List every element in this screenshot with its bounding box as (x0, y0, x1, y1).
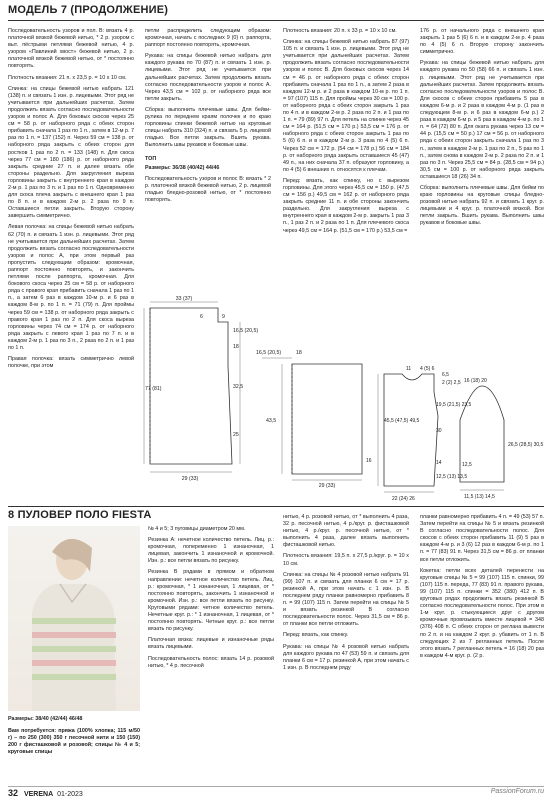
schema-label: 6,5 (442, 372, 449, 378)
paragraph: петли распределить следующим образом: кромочная, начать с последних 9 (0) п. раппорта, раппорт постоянно повторять, кромочная. (145, 28, 271, 49)
section2-column-1 (148, 526, 274, 670)
schema-label: 25 (233, 432, 239, 438)
paragraph: Рукава: на спицы бежевой нитью набрать для каждого рукава по 50 (58) 66 п. и связать 1 изн. р. лицевыми. Этот ряд не учитывается при дальнейших расчетах. Затем продолжить вязать согласно последовательности узоров и полос В. Для скосов с обеих сторон прибавить 5 раз в каждом 6-м р. и 2 раза в каждом 4-м р. (1 раз в следующем 8-м р. и 6 раз в каждом 6-м р.) 2 раза в каждом 6-м р. и 5 раз в каждом 4-м р. по 1 п. = 64 (72) 80 п. Для оката рукава через 13 см = 44 р. (15,5 см = 50 р.) 17 см = 56 р. от наборного ряда с обеих сторон закрыть сначала 1 раз по 3 п., затем в каждом 2-м р. 1 раз по 2 п., 5 раз по 1 п., затем снова в каждом 2-м р. 2 раза по 2 п. и 1 раз по 3 п. Через 25,5 см = 84 р. (28,5 см = 94 р.) 30,5 см = 100 р. от наборного ряда закрыть оставшиеся 18 (26) 34 п. (420, 60, 544, 180)
paragraph: Перед: вязать, как спинку, но с вырезом горловины. Для этого через 45,5 см = 150 р. (47,5 см = 156 р.) 49,5 см = 162 р. от наборного ряда закрыть средние 11 п. и обе стороны закончить раздельно. Для закругления выреза с внутреннего края в каждом 2-м р. закрыть 1 раз 3 п., 1 раз 2 п. и 2 раза по 1 п. Для плечевого скоса через 49,5 см = 164 р. (51,5 см = 170 р.) 53,5 см = (283, 177, 409, 234)
page-folio (8, 788, 83, 798)
section1-title-rule (8, 20, 544, 21)
paragraph: Левая полочка: на спицы бежевой нитью набрать 62 (70) п. и связать 1 изн. р. лицевыми. Этот ряд не учитывается при дальнейших расчетах. Затем продолжить вязать согласно последовательности узоров и полос А, при этом первый раз пропустить следующим образом: кромочная, раппорт постоянно повторять, и закончить петлями после раппорта, кромочная. Для бокового скоса через 25 см = 58 р. от наборного ряда с правого края прибавить сначала 1 раз по 1 п., а затем 6 раз в каждом 10-м р. и 6 раз в каждом 8-м р. по 1 п. = 71 (79) п. Для проймы через 59 см = 138 р. от наборного ряда закрыть с правого края 1 раз по 2 п. Для скоса выреза горловины через 74 см = 174 р. от наборного ряда закрыть с левого края 1 раз по 7 п. и в каждом 2-м р. 1 раз по 3 п., 2 раза по 2 п. и 1 раз по 1 п. (8, 224, 134, 352)
paragraph: Последовательность узоров и полос В: вязать * 2 р. платочной вязкой бежевой нитью, 2 р. лицевой гладью бледно-розовой нитью, от * постоянно повторять. (145, 175, 271, 203)
schema-label: 29 (33) (318, 483, 336, 489)
paragraph: Спинка: на спицы бежевой нитью набрать 87 (97) 105 п. и связать 1 изн. р. лицевыми. Этот ряд не учитывается при дальнейших расчетах. Затем продолжить вязать согласно последовательности узоров и полос В. Для боковых скосов через 14 см = 46 р. от наборного ряда с обеих сторон прибавить сначала 1 раз по 1 п., а затем 2 раза в каждом 12-м р. и 2 раза в каждом 10-м р. по 1 п. = 97 (107) 115 п. Для проймы через 30 см = 100 р. от наборного ряда с обеих сторон закрыть 1 раз по 4 п. и в каждом 2-м р. 2 раза по 2 п. и 1 раз по 1 п. = 79 (89) 97 п. Для петель на спинке через 45 см = 164 р. (51,5 см = 170 р.) 53,5 см = 176 р. от наборного ряда с обеих сторон закрыть 1 раз по 5 (6) 6 п. и в каждом 2-м р. 3 раза по 4 (5) 6 п. Через 52 см = 172 р. (54 см = 178 р.) 56 см = 184 р. от наборного ряда закрыть оставшиеся 45 (47) 49 п., на них сначала 37 п. образуют горловину, а по 4 (5) 6 внешних п. относятся к плечам. (283, 39, 409, 173)
pullover-illustration (8, 526, 140, 711)
paragraph: Плотность вязания: 19,5 п. х 27,5 р./круг. р. = 10 х 10 см. (283, 553, 409, 567)
schema-label: 33 (37) (175, 296, 193, 302)
footer-rule (8, 786, 544, 787)
paragraph: Плотность вязания: 20 п. х 33 р. = 10 х 10 см. (283, 28, 397, 34)
paragraph: Резинка В рядами в прямом и обратном направлении: нечетное количество петель. Лиц. р.: кромочная, * 1 изнаночная, 1 лицевая, от * постоянно повторять, закончить 1 изнаночной и кромочной. Изн. р.: все петли вязать по рисунку. Круговыми рядами: четное количество петель. Нечетные круг. р.: * 1 изнаночная, 1 лицевая, от * постоянно повторять. Четные круг. р.: все петли вязать по рисунку. (148, 569, 274, 633)
schema-label: 11 (406, 366, 412, 372)
schema-back (140, 296, 259, 486)
schema-label: 43,5 (266, 418, 277, 424)
paragraph: Рукава: на спицы бежевой нитью набрать для каждого рукава по 70 (87) п. и связать 1 изн. р. лицевыми. Этот ряд не учитывается при дальнейших расчетах. Затем продолжить вязать согласно последовательности узоров и полос А. Через 43,5 см = 102 р. от наборного ряда все петли закрыть. (145, 53, 271, 102)
schema-sleeve (252, 338, 372, 488)
subheading-top: ТОП (145, 155, 157, 162)
schema-label: 45,5 (47,5) 49,5 (384, 418, 420, 424)
schema-label: 9 (222, 314, 225, 320)
section1-column-4 (420, 28, 544, 228)
issue-number: 01-2023 (57, 791, 83, 798)
paragraph: Перед: вязать, как спинку. (283, 632, 349, 639)
watermark: PassionForum.ru (490, 788, 544, 795)
paragraph: планки равномерно прибавить 4 п. = 49 (53) 57 п. Затем перейти на спицы № 5 и вязать резинкой В согласно последовательности полос. Для скосов с обеих сторон прибавить 11 (9) 5 раз в каждом 4-м р. и 3 (6) 12 раз в каждом 6-м р. по 1 п. = 77 (83) 91 п. Через 31,5 см = 86 р. от планки все петли отложить. (420, 514, 545, 563)
schema-label: 22 (24) 26 (392, 496, 415, 502)
schema-label: 16,5 (20,5) (233, 328, 259, 334)
schema-label: 6 (200, 314, 203, 320)
schema-label: 16 (366, 458, 372, 464)
schema-label: 11,5 (13) 14,5 (464, 494, 495, 500)
paragraph: Последовательность узоров и пол. В: вязать 4 р. платочной вязкой бежевой нитью, * 2 р. узором с выт. пёстрыми петлями бежевой нитью, 4 р. узором «Павлиний хвост» бежевой нитью, 2 р. платочной вязкой бежевой нитью, от * постоянно повторять. (8, 28, 134, 70)
schema-label: 18 (296, 350, 302, 356)
magazine-name: VERENA (23, 791, 54, 798)
schema-top (364, 362, 550, 512)
schema-label: 12,5 (462, 462, 472, 468)
schema-label: 30 (436, 428, 442, 434)
schema-label: 14 (436, 460, 442, 466)
paragraph: Кокетка: петли всех деталей перенести на круговые спицы № 5 = 99 (107) 115 п. спинки, 99 (107) 115 п. переда, 77 (83) 91 п. правого рукава, 99 (107) 115 п. спинки = 352 (380) 412 п. В круговых рядах продолжить вязать резинкой В согласно последовательности полос. При этом в 1-м круг. р. стыкующиеся друг с другом кромочные провязывать вместе лицевой = 348 (376) 408 п. С обеих сторон от реглана вывести по 2 п. и на каждом 2 круг. р. убавить от 1 п. В следующих 2 из 7 регланных петель. После этого вязать 7 регланных петель = 16 (18) 20 раз в каждом 4-м круг. р. (2 р. (420, 567, 544, 659)
schema-label: 4 (5) 6 (420, 366, 435, 372)
schema-label: 18 (233, 344, 239, 350)
schema-label: 29 (33) (181, 476, 199, 482)
paragraph: Правая полочка: вязать симметрично левой полочке, при этом (8, 356, 134, 370)
section1-column-1 (8, 28, 134, 370)
section1-column-3 (283, 28, 409, 235)
paragraph: Плотность вязания: 21 п. х 23,5 р. = 10 х 10 см. (8, 74, 127, 81)
paragraph: Сборка: выполнить плечевые швы. Для бейки по краю горловины на круговые спицы бледно-розовой нитью набрать 92 п. и связать 1 круг. р. лицевыми и 4 круг. р. платочной вязкой. Все петли закрыть. Вшить рукава. Выполнить швы рукавов и боковые швы. (420, 184, 544, 227)
model-photo (8, 526, 140, 711)
schema-label: 26,5 (28,5) 30,5 (508, 442, 544, 448)
paragraph: Рукава: на спицы № 4 розовой нитью набрать для каждого рукава по 47 (53) 59 п. и связать для планки 6 см = 17 р. резинкой А, при этом начать с 1 изн. р. В последнем ряду (283, 643, 409, 671)
paragraph: Размеры: 36/38 (40/42) 44/46 (145, 164, 220, 171)
schema-label: 16 (18) 20 (464, 378, 487, 384)
section2-top-rule (8, 506, 544, 507)
sizes-line: Размеры: 38/40 (42/44) 46/48 (8, 716, 83, 722)
section1-title: МОДЕЛЬ 7 (ПРОДОЛЖЕНИЕ) (8, 4, 169, 16)
section2-column-3 (420, 514, 544, 660)
page-number: 32 (8, 788, 19, 798)
schema-label: 77 (81) (145, 386, 162, 392)
paragraph: Резинка А: нечетное количество петель. Лиц. р.: кромочная, попеременно 1 изнаночная, 1 лицевая, закончить 1 изнаночной и кромочной. Изн. р.: все петли вязать по рисунку. (148, 537, 274, 565)
paragraph: 176 р. от начального ряда с внешнего края закрыть 1 раз 5 (6) 6 п. и в каждом 2-м р. 4 раза по 4 (5) 6 п. Вторую сторону закончить симметрично. (420, 28, 544, 56)
materials-text: Вам потребуется: пряжа (100% хлопка; 115 м/50 г) – по 250 (300) 350 г песочной нити и 150 (150) 200 г фисташковой и розовой; спицы № 4 и 5; круговые спицы (8, 728, 140, 756)
section1-column-2 (145, 28, 271, 204)
schema-label: 19,5 (21,5) 23,5 (436, 402, 472, 408)
schema-label: 12,5 (13) 13,5 (436, 474, 468, 480)
paragraph: № 4 и 5; 3 пуговицы диаметром 20 мм. (148, 526, 246, 532)
section2-title: 8 ПУЛОВЕР ПОЛО FIESTA (8, 509, 152, 521)
paragraph: Последовательность полос: вязать 14 р. розовой нитью, * 4 р. песочной (148, 655, 274, 669)
paragraph: Сборка: выполнить плечевые швы. Для бейки-рулика по переднем краям полочек и по краю горловины спинки бежевой нитью на круговые спицы набрать 310 (324) п. и связать 5 р. лицевой гладью. Все петли закрыть. Вшить рукава. Выполнить швы рукавов и боковые швы. (145, 106, 271, 149)
paragraph: Платочная вязка: лицевые и изнаночные ряды вязать лицевыми. (148, 637, 274, 651)
schema-label: 2 (2) 2,5 (442, 380, 461, 386)
schema-label: 16,5 (20,5) (256, 350, 282, 356)
paragraph: нитью, 4 р. розовой нитью, от * выполнить 4 раза, 32 р. песочной нитью, 4 р./круг. р. фисташковой нитью, 4 р./круг. р. песочной нитью, от * выполнить 4 раза, далее вязать выполнить фисташковой нитью. (283, 514, 409, 549)
schema-label: 32,5 (233, 384, 244, 390)
section2-column-2 (283, 514, 409, 672)
paragraph: Спинка: на спицы бежевой нитью набрать 121 (138) п. и связать 1 изн. р. лицевыми. Этот ряд не учитывается при дальнейших расчетах. Затем продолжить вязать согласно последовательности узоров и полос А. Для боковых скосов через 25 см = 58 р. от наборного ряда с обеих сторон прибавить сначала 1 раз по 1 п., затем в 12-м р. 7 раз по 1 п. = 137 (152) п. Через 59 см = 138 р. от наборного ряда закрыть с обеих сторон для ростков 1 раз по 2 п. = 133 (148) п. Для скоса через 77 см = 180 (186) р. от наборного ряда закрыть средние 27 п. и далее вязать обе стороны раздельно. Для закругления выреза горловины закрыть с внутреннего края в каждом 2-м р. 1 раз по 3 п. и 1 раз по 1 п. Одновременно для скоса плеча закрыть с внешнего края 1 раз по 8 п. и в каждом 2-м р. 2 раза по 9 п. Оставшиеся петли закрыть. Вторую сторону завершить симметрично. (8, 85, 134, 220)
paragraph: Спинка: на спицы № 4 розовой нитью набрать 91 (99) 107 п. и связать для планки 6 см = 17 р. резинкой А, при этом начать с 1 изн. р. В последнем ряду планки равномерно прибавить 8 п. = 99 (107) 115 п. Затем перейти на спицы № 5 и вязать резинкой В согласно последовательности полос. Через 31,5 см = 86 р. от планки все петли отложить. (283, 571, 409, 628)
